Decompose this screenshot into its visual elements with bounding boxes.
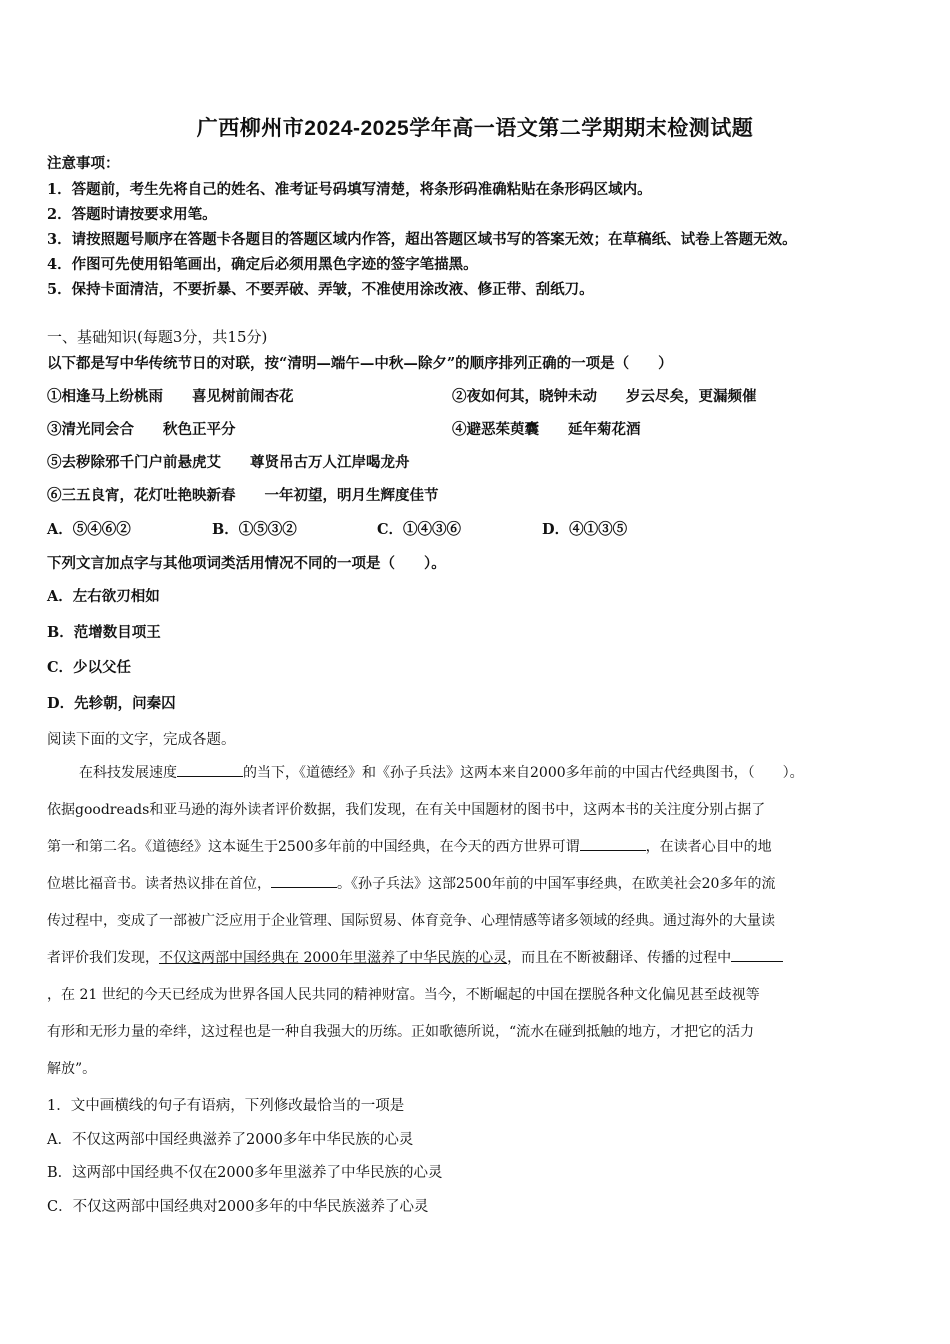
passage-line: 第一和第二名。《道德经》这本诞生于2500多年前的中国经典，在今天的西方世界可谓 ，在读者心目中的地 bbox=[47, 839, 772, 855]
option-d: D．④①③⑤ bbox=[542, 521, 628, 538]
answer-blank bbox=[271, 875, 337, 888]
notice-item: 4．作图可先使用铅笔画出，确定后必须用黑色字迹的签字笔描黑。 bbox=[47, 256, 478, 273]
option-d: D．先轸朝，问秦囚 bbox=[47, 695, 176, 712]
passage-line: 解放”。 bbox=[47, 1061, 97, 1077]
option-b: B．这两部中国经典不仅在2000多年里滋养了中华民族的心灵 bbox=[47, 1165, 443, 1181]
option-a: A．不仅这两部中国经典滋养了2000多年中华民族的心灵 bbox=[47, 1132, 414, 1148]
option-b: B．①⑤③② bbox=[212, 521, 297, 538]
option-a: A．左右欲刃相如 bbox=[47, 588, 160, 605]
passage-line: 者评价我们发现，不仅这两部中国经典在 2000年里滋养了中华民族的心灵，而且在不断被翻译、传播的过程中 bbox=[47, 947, 907, 967]
question-stem: 下列文言加点字与其他项词类活用情况不同的一项是（ ）。 bbox=[47, 555, 446, 572]
couplet-right: ④避恶茱萸囊 延年菊花酒 bbox=[452, 421, 641, 438]
couplet-left: ⑤去秽除邪千门户前悬虎艾 尊贤吊古万人江岸喝龙舟 bbox=[47, 454, 410, 471]
notice-item: 3．请按照题号顺序在答题卡各题目的答题区域内作答，超出答题区域书写的答案无效；在草稿纸、试卷上答题无效。 bbox=[47, 231, 797, 248]
underlined-sentence: 不仅这两部中国经典在 2000年里滋养了中华民族的心灵 bbox=[159, 950, 508, 966]
option-b: B．范增数目项王 bbox=[47, 624, 161, 641]
couplet-left: ①相逢马上纷桃雨 喜见树前闹杏花 bbox=[47, 388, 294, 405]
answer-blank bbox=[731, 949, 783, 962]
passage-line: ，在 21 世纪的今天已经成为世界各国人民共同的精神财富。当今，不断崛起的中国在摆脱各种文化偏见甚至歧视等 bbox=[47, 987, 760, 1003]
couplet-left: ⑥三五良宵，花灯吐艳映新春 一年初望，明月生辉度佳节 bbox=[47, 487, 439, 504]
passage-line: 有形和无形力量的牵绊，这过程也是一种自我强大的历练。正如歌德所说，“流水在碰到抵触的地方，才把它的活力 bbox=[47, 1024, 755, 1040]
passage-line: 传过程中，变成了一部被广泛应用于企业管理、国际贸易、体育竞争、心理情感等诸多领域的经典。通过海外的大量读 bbox=[47, 913, 775, 929]
notice-item: 2．答题时请按要求用笔。 bbox=[47, 206, 217, 223]
couplet-row bbox=[47, 385, 294, 406]
notice-item: 1．答题前，考生先将自己的姓名、准考证号码填写清楚，将条形码准确粘贴在条形码区域内。 bbox=[47, 181, 652, 198]
reading-intro: 阅读下面的文字，完成各题。 bbox=[47, 732, 236, 748]
passage-line: 位堪比福音书。读者热议排在首位， 。《孙子兵法》这部2500年前的中国军事经典，在欧美社会20多年的流 bbox=[47, 876, 776, 892]
option-c: C．不仅这两部中国经典对2000多年的中华民族滋养了心灵 bbox=[47, 1199, 429, 1215]
answer-blank bbox=[177, 764, 243, 777]
couplet-left: ③清光同会合 秋色正平分 bbox=[47, 421, 236, 438]
passage-line: 依据goodreads和亚马逊的海外读者评价数据，我们发现，在有关中国题材的图书中，这两本书的关注度分别占据了 bbox=[47, 802, 766, 818]
couplet-right: ②夜如何其，晓钟未动 岁云尽矣，更漏频催 bbox=[452, 388, 757, 405]
option-a: A．⑤④⑥② bbox=[47, 521, 131, 538]
answer-blank bbox=[580, 838, 646, 851]
question-stem: 1．文中画横线的句子有语病，下列修改最恰当的一项是 bbox=[47, 1098, 405, 1114]
option-c: C．①④③⑥ bbox=[377, 521, 462, 538]
section-heading: 一、基础知识(每题3分，共15分) bbox=[47, 328, 268, 346]
notice-item: 5．保持卡面清洁，不要折暴、不要弄破、弄皱，不准使用涂改液、修正带、刮纸刀。 bbox=[47, 281, 594, 298]
option-c: C．少以父任 bbox=[47, 659, 132, 676]
passage-line: 在科技发展速度 的当下，《道德经》和《孙子兵法》这两本来自2000多年前的中国古代经典图书，（ ）。 bbox=[79, 765, 804, 781]
notice-heading: 注意事项： bbox=[47, 155, 120, 172]
page-title: 广西柳州市2024-2025学年高一语文第二学期期末检测试题 bbox=[196, 117, 754, 140]
question-stem: 以下都是写中华传统节日的对联，按“清明—端午—中秋—除夕”的顺序排列正确的一项是（ ） bbox=[47, 355, 673, 372]
